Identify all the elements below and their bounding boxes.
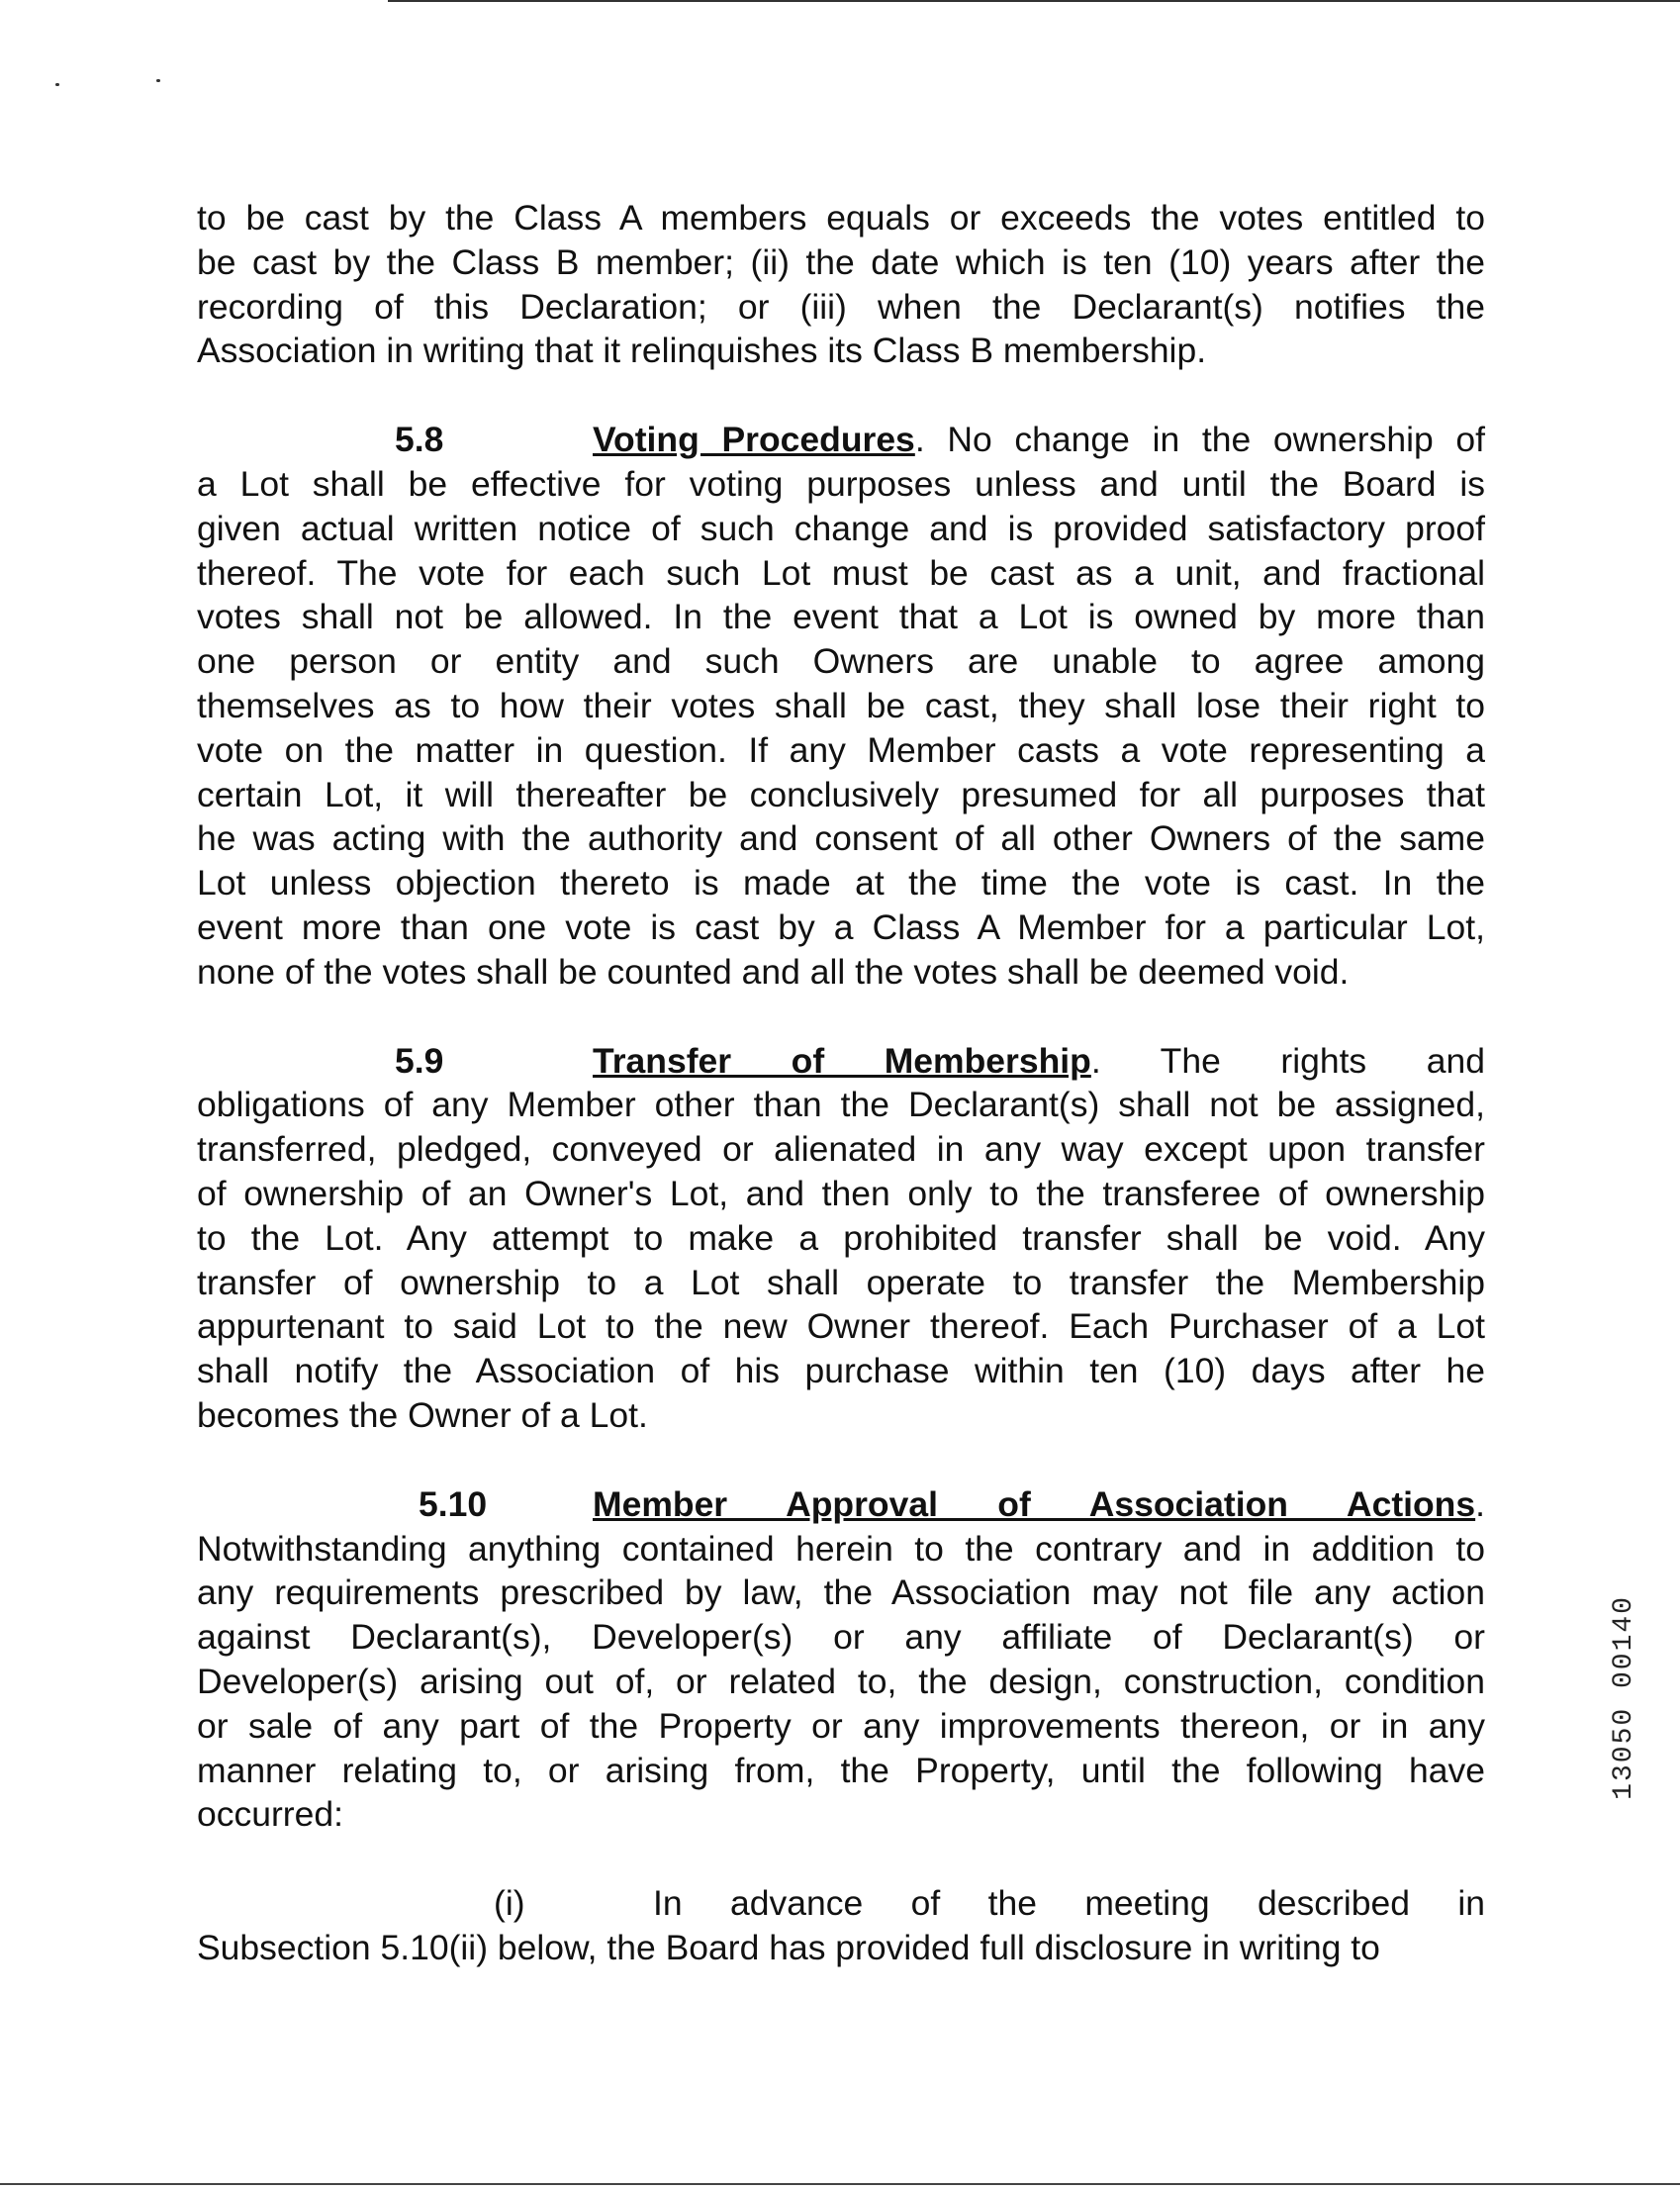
section-title: Transfer of Membership	[593, 1040, 1091, 1081]
text-line: none of the votes shall be counted and all the votes shall be deemed void.	[197, 951, 1350, 992]
subsection-i	[197, 1881, 1485, 1970]
section-number: 5.8	[395, 420, 444, 460]
text-line: votes shall not be allowed. In the event that a Lot is owned by more than	[197, 597, 1485, 637]
subsection-marker: (i)	[494, 1883, 525, 1924]
section-5-10	[197, 1482, 1485, 1837]
section-heading-line	[197, 1039, 1485, 1084]
text-run: . The rights and	[1090, 1040, 1485, 1081]
section-number: 5.9	[395, 1040, 444, 1081]
section-5-9	[197, 1039, 1485, 1438]
scan-edge-top	[388, 0, 1680, 2]
text-line: Notwithstanding anything contained herein to the contrary and in addition to	[197, 1528, 1485, 1569]
text-line: themselves as to how their votes shall be cast, they shall lose their right to	[197, 685, 1485, 725]
text-line: given actual written notice of such change and is provided satisfactory proof	[197, 508, 1485, 548]
scan-speck	[156, 79, 160, 82]
text-line: Lot unless objection thereto is made at the time the vote is cast. In the	[197, 863, 1485, 904]
text-line: Subsection 5.10(ii) below, the Board has provided full disclosure in writing to	[197, 1927, 1380, 1967]
section-heading-line	[197, 418, 1485, 462]
section-number: 5.10	[419, 1483, 488, 1524]
section-title: Member Approval of Association Actions	[593, 1483, 1476, 1524]
text-line: a Lot shall be effective for voting purposes unless and until the Board is	[197, 463, 1485, 504]
text-line: manner relating to, or arising from, the Property, until the following have	[197, 1750, 1485, 1790]
text-line: Developer(s) arising out of, or related to, the design, construction, condition	[197, 1661, 1485, 1701]
text-line: to be cast by the Class A members equals or exceeds the votes entitled to	[197, 198, 1485, 238]
subsection-heading-line	[197, 1881, 1485, 1926]
text-line: to the Lot. Any attempt to make a prohibited transfer shall be void. Any	[197, 1217, 1485, 1258]
section-title: Voting Procedures	[593, 420, 915, 460]
text-line: event more than one vote is cast by a Class A Member for a particular Lot,	[197, 906, 1485, 947]
document-body	[197, 196, 1485, 2015]
text-line: or sale of any part of the Property or any improvements thereon, or in any	[197, 1705, 1485, 1746]
paragraph-intro	[197, 196, 1485, 373]
text-line: Association in writing that it relinquishes its Class B membership.	[197, 331, 1207, 371]
text-line: of ownership of an Owner's Lot, and then only to the transferee of ownership	[197, 1173, 1485, 1213]
text-line: transfer of ownership to a Lot shall operate to transfer the Membership	[197, 1262, 1485, 1302]
section-heading-line	[197, 1482, 1485, 1527]
text-line: certain Lot, it will thereafter be conclusively presumed for all purposes that	[197, 774, 1485, 814]
text-line: recording of this Declaration; or (iii) when the Declarant(s) notifies the	[197, 286, 1485, 327]
text-line: one person or entity and such Owners are unable to agree among	[197, 641, 1485, 682]
text-line: thereof. The vote for each such Lot must be cast as a unit, and fractional	[197, 552, 1485, 593]
text-line: vote on the matter in question. If any Member casts a vote representing a	[197, 729, 1485, 770]
text-run: .	[1475, 1483, 1485, 1524]
text-line: shall notify the Association of his purchase within ten (10) days after he	[197, 1351, 1485, 1391]
section-5-8	[197, 418, 1485, 994]
text-line: any requirements prescribed by law, the Association may not file any action	[197, 1572, 1485, 1613]
text-line: he was acting with the authority and consent of all other Owners of the same	[197, 818, 1485, 859]
text-line: obligations of any Member other than the Declarant(s) shall not be assigned,	[197, 1085, 1485, 1125]
text-line: becomes the Owner of a Lot.	[197, 1394, 648, 1435]
text-run: . No change in the ownership of	[914, 420, 1486, 460]
text-line: appurtenant to said Lot to the new Owner thereof. Each Purchaser of a Lot	[197, 1306, 1485, 1347]
text-line: against Declarant(s), Developer(s) or any affiliate of Declarant(s) or	[197, 1617, 1485, 1658]
scan-speck	[55, 83, 59, 86]
text-line: be cast by the Class B member; (ii) the date which is ten (10) years after the	[197, 241, 1485, 282]
text-run: In advance of the meeting described in	[653, 1883, 1485, 1924]
text-line: transferred, pledged, conveyed or alienated in any way except upon transfer	[197, 1129, 1485, 1170]
document-stamp: 13050 00140	[1609, 1595, 1639, 1800]
scan-edge-bottom	[0, 2183, 1680, 2185]
text-line: occurred:	[197, 1794, 343, 1835]
